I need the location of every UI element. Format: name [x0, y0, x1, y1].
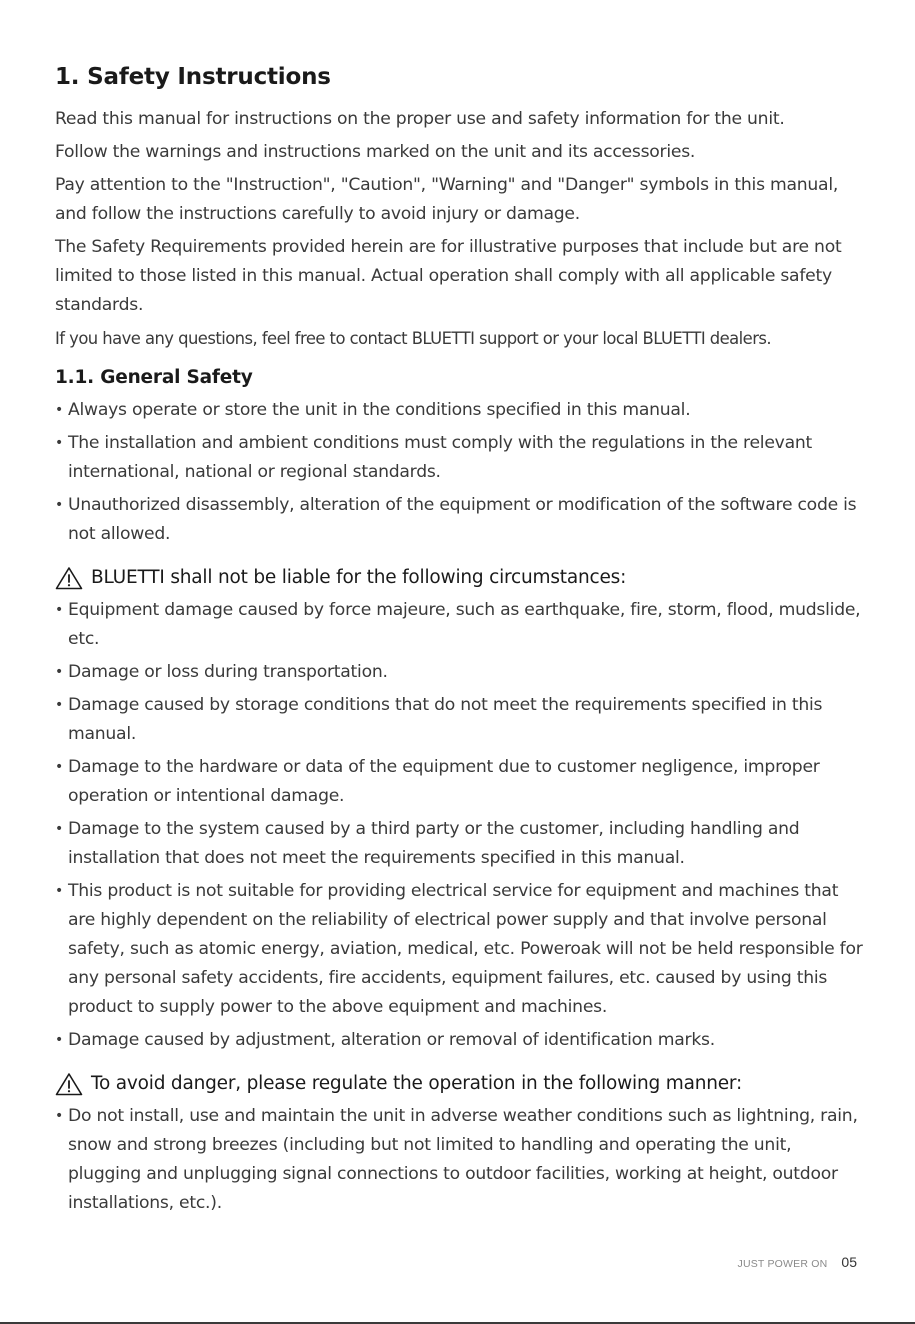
list-item: [55, 396, 865, 425]
bullet-icon: •: [55, 435, 64, 451]
list-item-text: This product is not suitable for providing electrical service for equipment and machines that are highly dependent on the reliability of electrical power supply and that involve personal safety, such as atomic energy, aviation, medical, etc. Poweroak will not be held responsible for any personal safety accidents, fire accidents, equipment failures, etc. caused by using this product to supply power to the above equipment and machines.: [68, 881, 863, 1017]
avoid-danger-heading: [55, 1069, 865, 1098]
liability-heading: [55, 563, 865, 592]
intro-paragraph: If you have any questions, feel free to contact BLUETTI support or your local BLUETTI dealers.: [55, 329, 772, 348]
footer-tagline: JUST POWER ON: [737, 1258, 828, 1270]
list-item: [55, 429, 865, 487]
bullet-icon: •: [55, 1108, 64, 1124]
list-item-text: Unauthorized disassembly, alteration of the equipment or modification of the software code is not allowed.: [68, 495, 857, 544]
list-item-text: Damage to the system caused by a third party or the customer, including handling and installation that does not meet the requirements specified in this manual.: [68, 819, 800, 868]
list-item: [55, 658, 865, 687]
warning-triangle-icon: [55, 566, 83, 590]
list-item-text: Damage caused by adjustment, alteration or removal of identification marks.: [68, 1030, 715, 1050]
intro-paragraph: The Safety Requirements provided herein are for illustrative purposes that include but are not limited to those listed in this manual. Actual operation shall comply with all applicable safety standards.: [55, 237, 842, 315]
list-item-text: Always operate or store the unit in the conditions specified in this manual.: [68, 400, 691, 420]
page-number: 05: [841, 1254, 857, 1270]
avoid-danger-list: [55, 1102, 865, 1218]
warning-triangle-icon: [55, 1072, 83, 1096]
list-item-text: Damage or loss during transportation.: [68, 662, 388, 682]
intro-paragraph: Pay attention to the "Instruction", "Caution", "Warning" and "Danger" symbols in this manual, and follow the instructions carefully to avoid injury or damage.: [55, 175, 839, 224]
bullet-icon: •: [55, 759, 64, 775]
bullet-icon: •: [55, 821, 64, 837]
page-content: [55, 62, 865, 1222]
list-item-text: Damage caused by storage conditions that do not meet the requirements specified in this manual.: [68, 695, 823, 744]
liability-list: [55, 596, 865, 1055]
list-item-text: Equipment damage caused by force majeure, such as earthquake, fire, storm, flood, mudslide, etc.: [68, 600, 861, 649]
list-item: [55, 596, 865, 654]
list-item-text: Damage to the hardware or data of the equipment due to customer negligence, improper operation or intentional damage.: [68, 757, 820, 806]
bullet-icon: •: [55, 697, 64, 713]
list-item: [55, 1102, 865, 1218]
list-item: [55, 753, 865, 811]
general-safety-list: [55, 396, 865, 549]
list-item: [55, 877, 865, 1022]
page-footer: [738, 1254, 858, 1270]
list-item: [55, 691, 865, 749]
list-item: [55, 491, 865, 549]
bullet-icon: •: [55, 497, 64, 513]
general-safety-heading: 1.1. General Safety: [55, 367, 253, 388]
bullet-icon: •: [55, 402, 64, 418]
bullet-icon: •: [55, 1032, 64, 1048]
section-title: 1. Safety Instructions: [55, 64, 331, 90]
list-item: [55, 1026, 865, 1055]
avoid-danger-heading-text: To avoid danger, please regulate the operation in the following manner:: [91, 1073, 743, 1094]
list-item-text: The installation and ambient conditions must comply with the regulations in the relevant international, national or regional standards.: [68, 433, 812, 482]
intro-paragraph: Read this manual for instructions on the proper use and safety information for the unit.: [55, 109, 785, 129]
liability-heading-text: BLUETTI shall not be liable for the following circumstances:: [91, 567, 627, 588]
bullet-icon: •: [55, 883, 64, 899]
intro-paragraph: Follow the warnings and instructions marked on the unit and its accessories.: [55, 142, 696, 162]
list-item: [55, 815, 865, 873]
list-item-text: Do not install, use and maintain the unit in adverse weather conditions such as lightning, rain, snow and strong breezes (including but not limited to handling and operating the unit, plugging and unplugging signal connections to outdoor facilities, working at height, outdoor installations, etc.).: [68, 1106, 858, 1213]
bullet-icon: •: [55, 664, 64, 680]
bullet-icon: •: [55, 602, 64, 618]
